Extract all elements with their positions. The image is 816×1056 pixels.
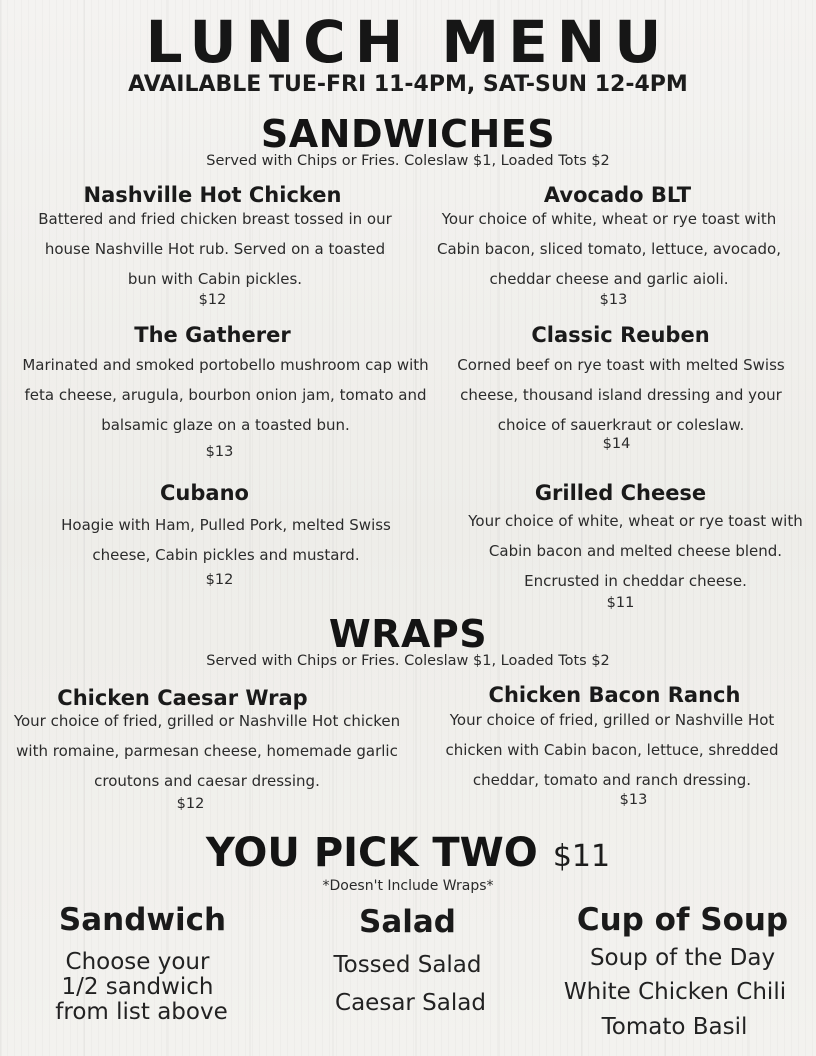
pick-col-item: from list above (55, 999, 228, 1025)
item-name-chicken-caesar-wrap: Chicken Caesar Wrap (57, 686, 308, 710)
item-price-classic-reuben: $14 (602, 436, 631, 452)
sandwiches-note: Served with Chips or Fries. Coleslaw $1, Loaded Tots $2 (206, 153, 610, 169)
item-price-the-gatherer: $13 (205, 444, 234, 460)
item-desc-avocado-blt: Your choice of white, wheat or rye toast with Cabin bacon, sliced tomato, lettuce, avocado, cheddar cheese and garlic aioli. (436, 210, 781, 288)
pick-col-item: Soup of the Day (589, 945, 776, 971)
pick-two-note: *Doesn't Include Wraps* (322, 878, 494, 894)
item-name-the-gatherer: The Gatherer (134, 323, 291, 347)
item-desc-classic-reuben: Corned beef on rye toast with melted Swiss cheese, thousand island dressing and your choice of sauerkraut or coleslaw. (457, 356, 785, 434)
item-price-chicken-caesar-wrap: $12 (176, 796, 205, 812)
item-price-cubano: $12 (205, 572, 234, 588)
pick-col-heading-sandwich: Sandwich (58, 902, 227, 938)
pick-col-item: Caesar Salad (335, 990, 486, 1016)
item-price-avocado-blt: $13 (599, 292, 628, 308)
menu-title: LUNCH MENU (145, 8, 671, 76)
item-desc-grilled-cheese: Your choice of white, wheat or rye toast with Cabin bacon and melted cheese blend. Encrusted in cheddar cheese. (468, 512, 803, 590)
wraps-note: Served with Chips or Fries. Coleslaw $1, Loaded Tots $2 (206, 653, 610, 669)
item-desc-cubano: Hoagie with Ham, Pulled Pork, melted Swiss cheese, Cabin pickles and mustard. (61, 516, 391, 564)
item-name-classic-reuben: Classic Reuben (531, 323, 710, 347)
wraps-heading: WRAPS (328, 612, 488, 656)
pick-col-item: Tossed Salad (333, 952, 482, 978)
item-desc-the-gatherer: Marinated and smoked portobello mushroom cap with feta cheese, arugula, bourbon onion jam, tomato and balsamic glaze on a toasted bun. (22, 356, 429, 434)
item-name-cubano: Cubano (160, 481, 249, 505)
item-price-grilled-cheese: $11 (606, 595, 635, 611)
pick-col-heading-soup: Cup of Soup (576, 902, 789, 938)
item-price-chicken-bacon-ranch: $13 (619, 792, 648, 808)
pick-col-item: Choose your (65, 949, 210, 975)
menu-hours: AVAILABLE TUE-FRI 11-4PM, SAT-SUN 12-4PM (128, 72, 688, 97)
item-desc-nashville-hot-chicken: Battered and fried chicken breast tossed in our house Nashville Hot rub. Served on a toasted bun with Cabin pickles. (38, 210, 392, 288)
pick-two-header (0, 830, 816, 876)
item-name-chicken-bacon-ranch: Chicken Bacon Ranch (488, 683, 741, 707)
pick-two-price: $11 (552, 839, 611, 874)
pick-col-item: 1/2 sandwich (61, 974, 214, 1000)
pick-col-heading-salad: Salad (359, 904, 456, 940)
item-name-grilled-cheese: Grilled Cheese (534, 481, 707, 505)
item-desc-chicken-caesar-wrap: Your choice of fried, grilled or Nashville Hot chicken with romaine, parmesan cheese, homemade garlic croutons and caesar dressing. (13, 712, 401, 790)
pick-two-heading: YOU PICK TWO (205, 830, 538, 876)
item-name-nashville-hot-chicken: Nashville Hot Chicken (83, 183, 342, 207)
sandwiches-heading: SANDWICHES (260, 112, 556, 156)
item-name-avocado-blt: Avocado BLT (543, 183, 692, 207)
pick-col-item: Tomato Basil (601, 1014, 748, 1040)
pick-col-item: White Chicken Chili (563, 979, 787, 1005)
item-desc-chicken-bacon-ranch: Your choice of fried, grilled or Nashville Hot chicken with Cabin bacon, lettuce, shredded cheddar, tomato and ranch dressing. (445, 711, 779, 789)
item-price-nashville-hot-chicken: $12 (198, 292, 227, 308)
